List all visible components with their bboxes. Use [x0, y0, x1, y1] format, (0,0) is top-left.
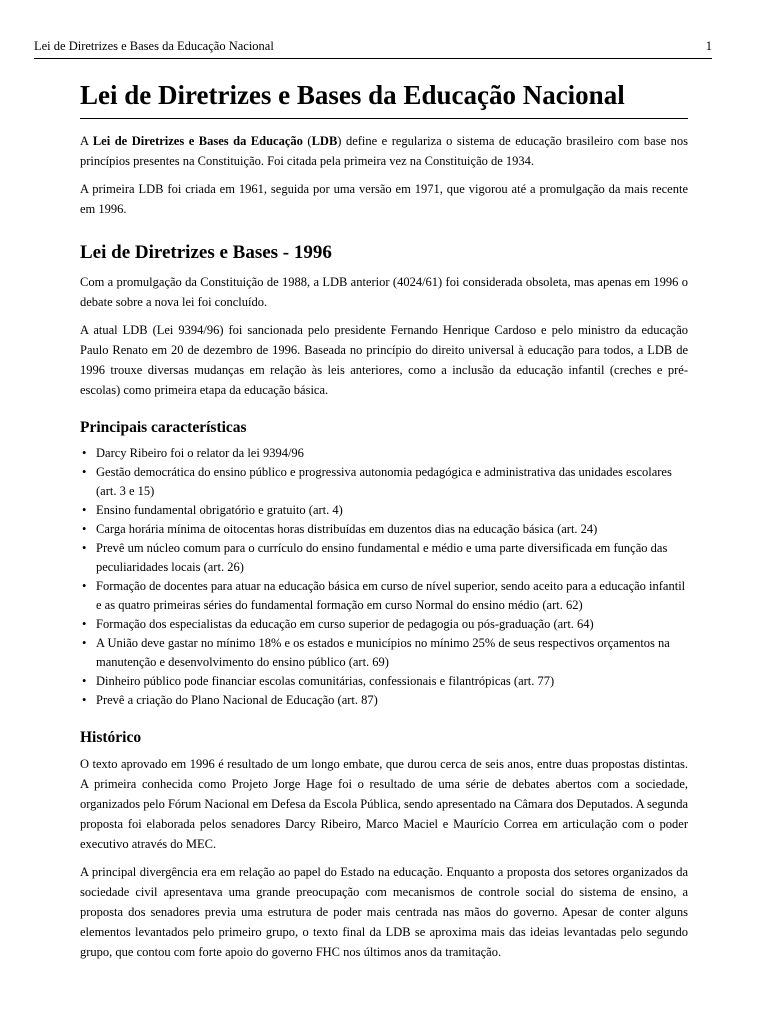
- list-item: • Ensino fundamental obrigatório e gratuito (art. 4): [96, 501, 688, 520]
- section-heading-history: Histórico: [80, 729, 142, 746]
- section-heading-1996: Lei de Diretrizes e Bases - 1996: [80, 242, 332, 263]
- intro-bold-term: Lei de Diretrizes e Bases da Educação: [92, 134, 303, 148]
- page-title: Lei de Diretrizes e Bases da Educação Nacional: [80, 76, 688, 119]
- list-item: • A União deve gastar no mínimo 18% e os estados e municípios no mínimo 25% de seus respectivos orçamentos na manutenção e desenvolvimento do ensino público (art. 69): [96, 634, 688, 672]
- intro-bold-acronym: LDB: [311, 134, 338, 148]
- characteristics-list: [80, 444, 688, 710]
- intro-text: ) define e regulariza o sistema de educação brasileiro com base nos princípios presentes na Constituição. Foi citada pela primeira vez na Constituição de 1934.: [80, 134, 688, 168]
- list-item: • Prevê um núcleo comum para o currículo do ensino fundamental e médio e uma parte diversificada em função das peculiaridades locais (art. 26): [96, 539, 688, 577]
- running-title: Lei de Diretrizes e Bases da Educação Nacional: [34, 39, 274, 53]
- list-item: • Dinheiro público pode financiar escolas comunitárias, confessionais e filantrópicas (art. 77): [96, 672, 688, 691]
- list-item: • Darcy Ribeiro foi o relator da lei 9394/96: [96, 444, 688, 463]
- list-item: • Prevê a criação do Plano Nacional de Educação (art. 87): [96, 691, 688, 710]
- page-header: [34, 38, 712, 59]
- list-item: • Gestão democrática do ensino público e progressiva autonomia pedagógica e administrativa das unidades escolares (art. 3 e 15): [96, 463, 688, 501]
- history-paragraph-1: O texto aprovado em 1996 é resultado de um longo embate, que durou cerca de seis anos, entre duas propostas distintas. A primeira conhecida como Projeto Jorge Hage foi o resultado de uma série de debates abertos com a sociedade, organizados pelo Fórum Nacional em Defesa da Escola Pública, sendo apresentado na Câmara dos Deputados. A segunda proposta foi elaborada pelos senadores Darcy Ribeiro, Marco Maciel e Maurício Correa em articulação com o poder executivo através do MEC.: [80, 757, 688, 851]
- page-number: 1: [705, 39, 712, 53]
- intro-text: (: [302, 134, 312, 148]
- section-1996-paragraph-1: Com a promulgação da Constituição de 1988, a LDB anterior (4024/61) foi considerada obsoleta, mas apenas em 1996 o debate sobre a nova lei foi concluído.: [80, 275, 688, 309]
- section-1996-paragraph-2: A atual LDB (Lei 9394/96) foi sancionada pelo presidente Fernando Henrique Cardoso e pelo ministro da educação Paulo Renato em 20 de dezembro de 1996. Baseada no princípio do direito universal à educação para todos, a LDB de 1996 trouxe diversas mudanças em relação às leis anteriores, como a inclusão da educação infantil (creches e pré-escolas) como primeira etapa da educação básica.: [80, 323, 688, 397]
- intro-paragraph-1: [80, 131, 688, 171]
- intro-text: A: [80, 134, 93, 148]
- list-item: • Carga horária mínima de oitocentas horas distribuídas em duzentos dias na educação básica (art. 24): [96, 520, 688, 539]
- section-heading-characteristics: Principais características: [80, 419, 247, 436]
- list-item: • Formação dos especialistas da educação em curso superior de pedagogia ou pós-graduação (art. 64): [96, 615, 688, 634]
- history-paragraph-2: A principal divergência era em relação ao papel do Estado na educação. Enquanto a proposta dos setores organizados da sociedade civil apresentava uma grande preocupação com mecanismos de controle social do sistema de ensino, a proposta dos senadores previa uma estrutura de poder mais centrada nas mãos do governo. Apesar de conter alguns elementos levantados pelo primeiro grupo, o texto final da LDB se aproxima mais das ideias levantadas pelo segundo grupo, que contou com forte apoio do governo FHC nos últimos anos da tramitação.: [80, 865, 688, 959]
- list-item: • Formação de docentes para atuar na educação básica em curso de nível superior, sendo aceito para a educação infantil e as quatro primeiras séries do fundamental formação em curso Normal do ensino médio (art. 62): [96, 577, 688, 615]
- intro-paragraph-2: A primeira LDB foi criada em 1961, seguida por uma versão em 1971, que vigorou até a promulgação da mais recente em 1996.: [80, 182, 688, 216]
- document-body: [80, 76, 688, 970]
